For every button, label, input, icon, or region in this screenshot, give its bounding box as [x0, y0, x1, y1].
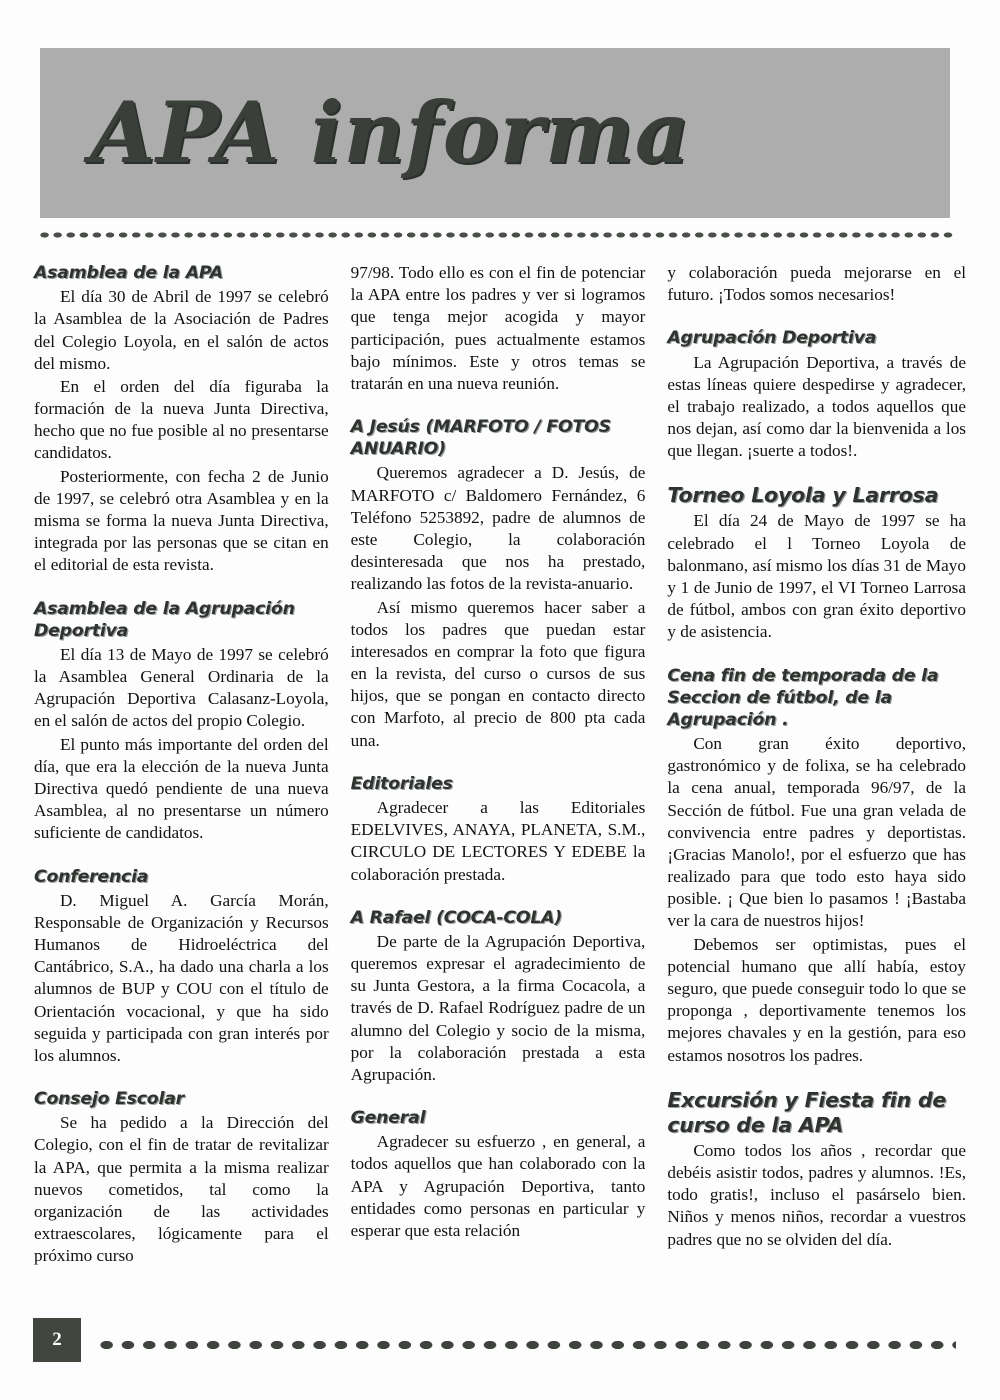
page-number: 2: [52, 1329, 62, 1350]
section-heading: A Jesús (MARFOTO / FOTOS ANUARIO): [350, 417, 611, 460]
body-paragraph: Posteriormente, con fecha 2 de Junio de 1997, se celebró otra Asamblea y en la misma se forma la nueva Junta Directiva, integrada por las personas que se citan en el editorial de esta revista.: [34, 466, 329, 575]
page-title: APA informa: [90, 83, 691, 182]
body-paragraph: Con gran éxito deportivo, gastronómico y de folixa, se ha celebrado la cena anual, temporada 96/97, de la Sección de fútbol. Fue una gran velada de convivencia entre padres y deportistas. ¡Gracias Manolo!, por el esfuerzo que has realizado para que todo esto haya sido posible. ¡ Que bien lo pasamos ! ¡Bastaba ver la cara de nuestros hijos!: [667, 733, 966, 931]
body-paragraph: Agradecer su esfuerzo , en general, a todos aquellos que han colaborado con la APA y Agrupación Deportiva, tanto entidades como personas en particular y esperar que esta relación: [350, 1132, 646, 1240]
section-heading: Torneo Loyola y Larrosa: [667, 483, 939, 508]
body-paragraph: El día 24 de Mayo de 1997 se ha celebrado el l Torneo Loyola de balonmano, así mismo los días 31 de Mayo y 1 de Junio de 1997, el VI Torneo Larrosa de fútbol, ambos con gran éxito deportivo y de asistencia.: [667, 511, 966, 642]
body-paragraph: Se ha pedido a la Dirección del Colegio, con el fin de tratar de revitalizar la APA, que permita a la misma realizar nuevos cometidos, tal como la organización de las actividades extraescolares, lógicamente para el próximo curso: [34, 1113, 329, 1266]
body-paragraph: Queremos agradecer a D. Jesús, de MARFOTO c/ Baldomero Fernández, 6 Teléfono 5253892, padre de alumnos de este Colegio, la colaboración desinteresada que nos ha prestado, realizando las fotos de la revista-anuario.: [350, 463, 646, 594]
section-heading: Asamblea de la Agrupación Deportiva: [34, 598, 295, 641]
masthead-banner: [40, 48, 950, 218]
body-paragraph: El día 30 de Abril de 1997 se celebró la Asamblea de la Asociación de Padres del Colegio Loyola, en el salón de actos del mismo.: [34, 287, 329, 373]
body-paragraph: D. Miguel A. García Morán, Responsable de Organización y Recursos Humanos de Hidroeléctrica del Cantábrico, S.A., ha dado una charla a los alumnos de BUP y COU con el título de Orientación vocacional, y que ha sido seguida y participada con gran interés por los alumnos.: [34, 890, 329, 1065]
article-columns: [34, 262, 966, 1307]
body-paragraph: En el orden del día figuraba la formación de la nueva Junta Directiva, hecho que no fue posible al no presentarse candidatos.: [34, 376, 329, 463]
body-paragraph: El punto más importante del orden del día, que era la elección de la nueva Junta Directiva quedó pendiente de una nueva Asamblea, al no presentarse un número suficiente de candidatos.: [34, 734, 329, 843]
section-heading: Editoriales: [350, 773, 453, 794]
column-one: [34, 262, 329, 1307]
body-paragraph: La Agrupación Deportiva, a través de estas líneas quiere despedirse y agradecer, el trabajo realizado, a todos aquellos que nos dejan, así como dar la bienvenida a los que llegan. ¡suerte a todos!.: [667, 352, 966, 461]
body-paragraph: El día 13 de Mayo de 1997 se celebró la Asamblea General Ordinaria de la Agrupación Deportiva Calasanz-Loyola, en el salón de actos del propio Colegio.: [34, 644, 329, 731]
section-heading: Excursión y Fiesta fin de curso de la APA: [667, 1087, 947, 1137]
body-paragraph: y colaboración pueda mejorarse en el futuro. ¡Todos somos necesarios!: [667, 263, 966, 305]
body-paragraph: Agradecer a las Editoriales EDELVIVES, ANAYA, PLANETA, S.M., CIRCULO DE LECTORES Y EDEBE la colaboración prestada.: [350, 797, 646, 884]
section-heading: Conferencia: [34, 866, 149, 887]
body-paragraph: Así mismo queremos hacer saber a todos los padres que puedan estar interesados en comprar la foto que figura en la revista, del curso o cursos de sus hijos, que se pongan en contacto directo con Marfoto, al precio de 800 pta cada una.: [350, 597, 646, 750]
dotted-divider-bottom: [96, 1338, 956, 1352]
column-two: [351, 262, 646, 1307]
body-paragraph: De parte de la Agrupación Deportiva, queremos expresar el agradecimiento de su Junta Gestora, a la firma Cocacola, a través de D. Rafael Rodríguez padre de un alumno del Colegio y socio de la misma, por la colaboración prestada a esta Agrupación.: [350, 931, 646, 1084]
dotted-divider-top: [38, 231, 953, 239]
section-heading: A Rafael (COCA-COLA): [350, 907, 563, 928]
page-number-box: [33, 1318, 81, 1362]
section-heading: Cena fin de temporada de la Seccion de fútbol, de la Agrupación .: [667, 665, 939, 730]
column-three: [667, 262, 966, 1307]
section-heading: Asamblea de la APA: [34, 263, 223, 283]
body-paragraph: Como todos los años , recordar que debéis asistir todos, padres y alumnos. !Es, todo gratis!, incluso el pasárselo bien. Niños y menos niños, recordar a vuestros padres que no se olviden del día.: [667, 1140, 966, 1249]
body-paragraph: 97/98. Todo ello es con el fin de potenciar la APA entre los padres y ver si logramos que tenga mejor acogida y mayor participación, pues actualmente estamos bajo mínimos. Este y otros temas se tratarán en una nueva reunión.: [350, 263, 646, 393]
section-heading: General: [350, 1108, 426, 1129]
section-heading: Agrupación Deportiva: [667, 328, 877, 349]
body-paragraph: Debemos ser optimistas, pues el potencial humano que allí había, estoy seguro, que puede conseguir todo lo que se proponga , deportivamente tenemos los mejores chavales y en la gestión, para eso estamos nosotros los padres.: [667, 934, 966, 1065]
section-heading: Consejo Escolar: [34, 1089, 184, 1110]
